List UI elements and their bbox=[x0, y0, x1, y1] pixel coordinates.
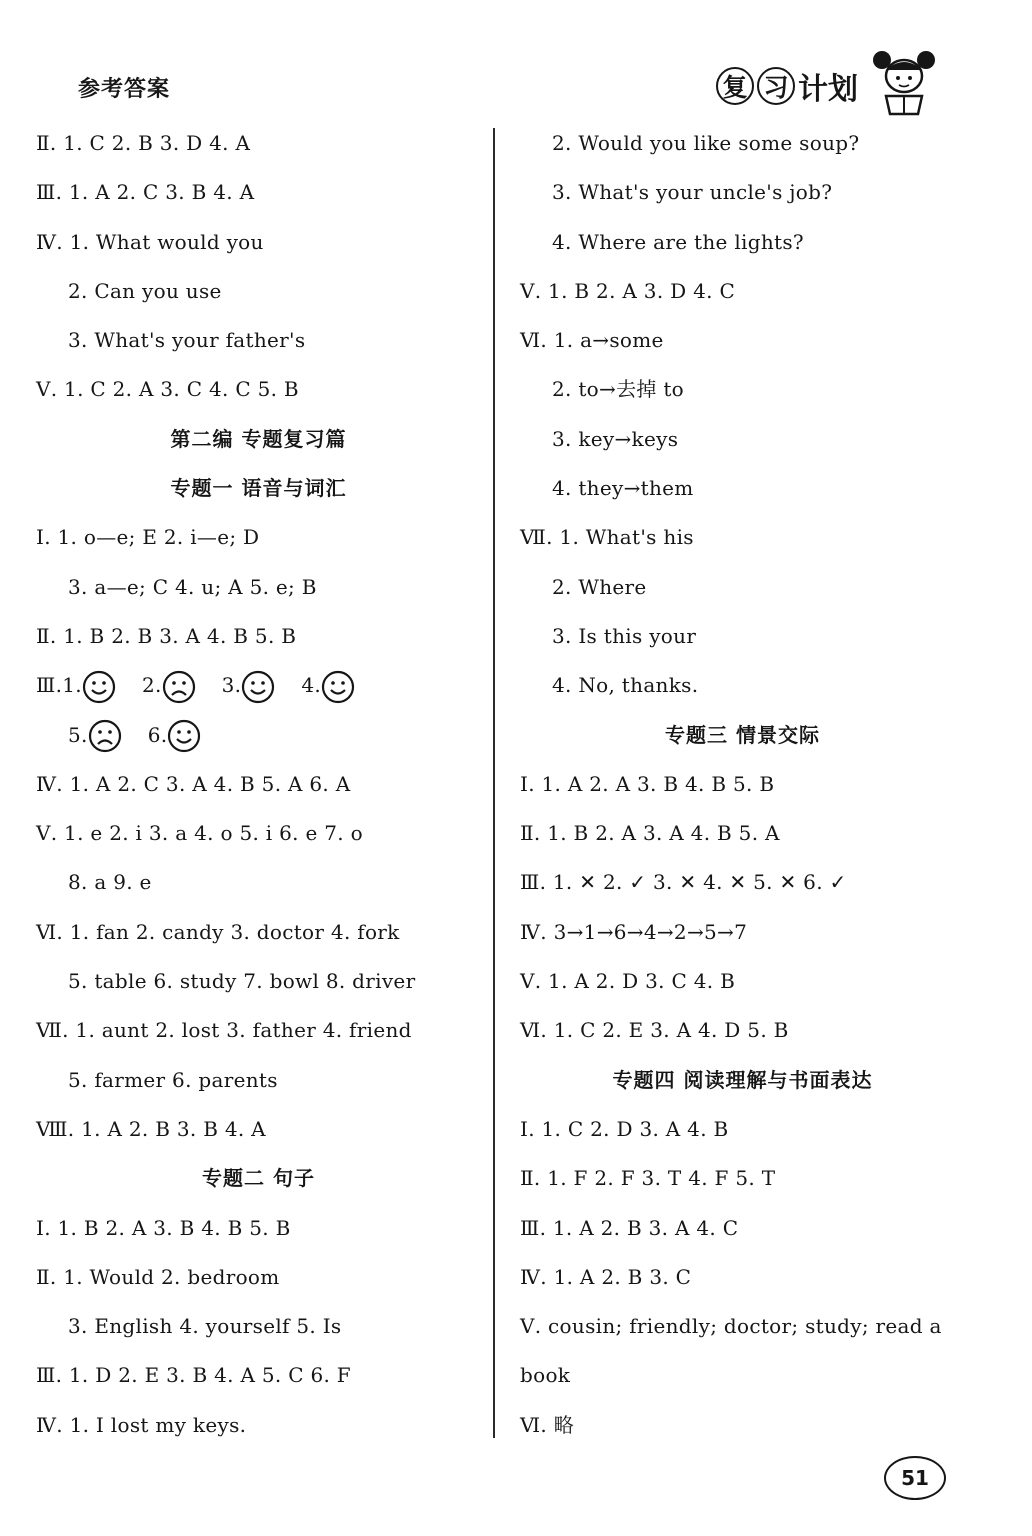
answer-line: Ⅵ. 略 bbox=[520, 1412, 575, 1437]
answer-line: 3. a—e; C 4. u; A 5. e; B bbox=[68, 574, 317, 599]
answer-line: Ⅳ. 1. A 2. B 3. C bbox=[520, 1264, 692, 1289]
answer-line: Ⅱ. 1. B 2. A 3. A 4. B 5. A bbox=[520, 821, 780, 846]
answer-line: Ⅰ. 1. B 2. A 3. B 4. B 5. B bbox=[36, 1215, 291, 1240]
frown-face-icon bbox=[88, 719, 122, 753]
answer-line: 4. No, thanks. bbox=[552, 673, 699, 698]
answer-line: Ⅰ. 1. o—e; E 2. i—e; D bbox=[36, 525, 260, 550]
answer-line: Ⅴ. 1. B 2. A 3. D 4. C bbox=[520, 278, 736, 303]
answer-line: Ⅵ. 1. C 2. E 3. A 4. D 5. B bbox=[520, 1018, 789, 1043]
header-right-rest: 计划 bbox=[798, 72, 858, 107]
item-number: 4. bbox=[301, 673, 321, 698]
answer-line: 2. Would you like some soup? bbox=[552, 131, 860, 155]
answer-line: Ⅶ. 1. aunt 2. lost 3. father 4. friend bbox=[36, 1018, 412, 1043]
header-right-title bbox=[716, 64, 858, 108]
answer-line: Ⅲ. 1. A 2. B 3. A 4. C bbox=[520, 1215, 739, 1240]
answer-line: 3. What's your uncle's job? bbox=[552, 180, 833, 205]
answer-line: 3. key→keys bbox=[552, 426, 679, 451]
section-heading: 专题一 语音与词汇 bbox=[170, 476, 347, 501]
answer-line: Ⅵ. 1. a→some bbox=[520, 328, 664, 353]
page-number: 51 bbox=[884, 1456, 946, 1500]
item-number: 5. bbox=[68, 722, 88, 747]
answer-line: Ⅶ. 1. What's his bbox=[520, 525, 694, 550]
answer-line: Ⅳ. 1. A 2. C 3. A 4. B 5. A 6. A bbox=[36, 771, 351, 796]
answer-line-faces bbox=[36, 711, 481, 760]
answer-line: Ⅴ. 1. C 2. A 3. C 4. C 5. B bbox=[36, 377, 299, 402]
answer-line: 5. farmer 6. parents bbox=[68, 1067, 278, 1092]
smile-face-icon bbox=[167, 719, 201, 753]
answer-line: Ⅳ. 1. I lost my keys. bbox=[36, 1412, 247, 1437]
answer-line: 2. Can you use bbox=[68, 278, 222, 303]
answer-line: 5. table 6. study 7. bowl 8. driver bbox=[68, 969, 416, 994]
answer-line: 3. Is this your bbox=[552, 623, 697, 648]
answer-line: Ⅴ. 1. e 2. i 3. a 4. o 5. i 6. e 7. o bbox=[36, 821, 363, 846]
right-answer-column bbox=[520, 119, 965, 1450]
answer-line: 2. Where bbox=[552, 574, 647, 599]
left-answer-column bbox=[36, 119, 481, 1450]
answer-line: Ⅲ. 1. ✕ 2. ✓ 3. ✕ 4. ✕ 5. ✕ 6. ✓ bbox=[520, 870, 847, 895]
answer-line: 2. to→去掉 to bbox=[552, 377, 685, 402]
answer-line: Ⅷ. 1. A 2. B 3. B 4. A bbox=[36, 1116, 266, 1141]
answer-line: Ⅳ. 1. What would you bbox=[36, 229, 264, 254]
circled-char-1: 复 bbox=[716, 67, 754, 105]
answer-line: Ⅴ. 1. A 2. D 3. C 4. B bbox=[520, 969, 736, 994]
answer-line: Ⅲ. 1. A 2. C 3. B 4. A bbox=[36, 180, 255, 205]
item-number: 6. bbox=[147, 722, 168, 747]
answer-line: 3. What's your father's bbox=[68, 328, 306, 353]
section-heading: 第二编 专题复习篇 bbox=[170, 426, 347, 451]
answer-line: Ⅳ. 3→1→6→4→2→5→7 bbox=[520, 919, 748, 944]
answer-line: Ⅵ. 1. fan 2. candy 3. doctor 4. fork bbox=[36, 919, 400, 944]
answer-line: Ⅰ. 1. A 2. A 3. B 4. B 5. B bbox=[520, 771, 775, 796]
item-number: 2. bbox=[141, 673, 162, 698]
answer-line: Ⅱ. 1. F 2. F 3. T 4. F 5. T bbox=[520, 1166, 776, 1191]
column-divider bbox=[493, 128, 495, 1438]
girl-mascot-icon bbox=[872, 48, 936, 116]
smile-face-icon bbox=[321, 670, 355, 704]
section-heading: 专题三 情景交际 bbox=[665, 722, 820, 747]
smile-face-icon bbox=[82, 670, 116, 704]
answer-line: book bbox=[520, 1363, 571, 1388]
circled-char-2: 习 bbox=[757, 67, 795, 105]
answer-line: Ⅲ. 1. D 2. E 3. B 4. A 5. C 6. F bbox=[36, 1363, 351, 1388]
item-number: 1. bbox=[62, 673, 82, 698]
answer-line: Ⅱ. 1. B 2. B 3. A 4. B 5. B bbox=[36, 623, 297, 648]
frown-face-icon bbox=[162, 670, 196, 704]
section-label: Ⅲ. bbox=[36, 673, 63, 698]
answer-line: 4. they→them bbox=[552, 476, 694, 501]
answer-line: Ⅱ. 1. Would 2. bedroom bbox=[36, 1264, 280, 1289]
header-left-title: 参考答案 bbox=[78, 77, 171, 102]
smile-face-icon bbox=[241, 670, 275, 704]
item-number: 3. bbox=[221, 673, 242, 698]
answer-line-faces bbox=[36, 661, 481, 710]
answer-line: 8. a 9. e bbox=[68, 870, 152, 895]
answer-line: Ⅴ. cousin; friendly; doctor; study; read a bbox=[520, 1314, 942, 1339]
section-heading: 专题二 句子 bbox=[202, 1166, 315, 1191]
answer-line: Ⅱ. 1. C 2. B 3. D 4. A bbox=[36, 131, 251, 155]
answer-line: 4. Where are the lights? bbox=[552, 229, 804, 254]
answer-line: 3. English 4. yourself 5. Is bbox=[68, 1314, 342, 1339]
answer-line: Ⅰ. 1. C 2. D 3. A 4. B bbox=[520, 1116, 729, 1141]
section-heading: 专题四 阅读理解与书面表达 bbox=[612, 1067, 873, 1092]
